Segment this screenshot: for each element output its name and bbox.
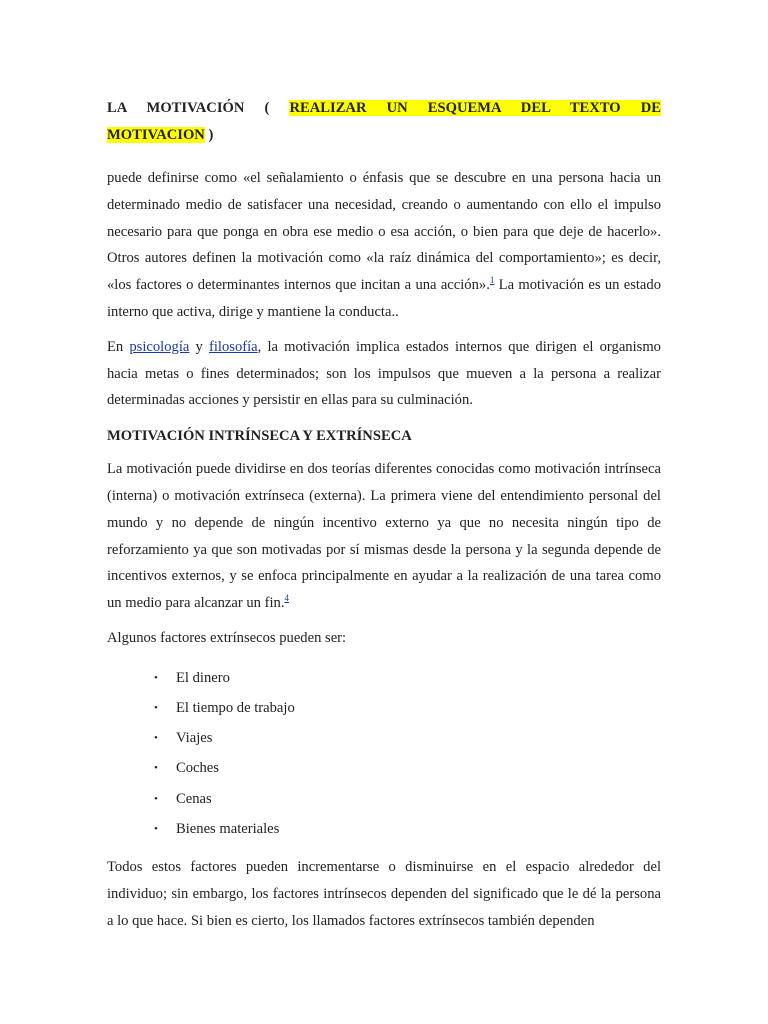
list-item — [107, 784, 661, 814]
title-highlight-line2: MOTIVACION — [107, 127, 205, 143]
bullet-icon: • — [154, 732, 158, 745]
paragraph-psychology-lead: En — [107, 338, 130, 355]
list-item-label: Coches — [176, 760, 219, 777]
list-item-label: Cenas — [176, 790, 212, 807]
list-item — [107, 693, 661, 723]
paragraph-definition-text: puede definirse como «el señalamiento o énfasis que se descubre en una persona hacia un determinado medio de satisfacer una necesidad, creando o aumentando con ello el impulso necesario para que ponga en obra ese medio o esa acción, o bien para que deje de hacerlo». Otros autores definen la motivación como «la raíz dinámica del comportamiento»; es decir, «los factores o determinantes internos que incitan a una acción». — [107, 170, 661, 294]
list-item — [107, 753, 661, 783]
paragraph-definition — [107, 165, 661, 326]
paragraph-psychology — [107, 334, 661, 414]
paragraph-psychology-mid: y — [189, 338, 209, 355]
footnote-ref-4[interactable] — [284, 593, 289, 603]
paragraph-theories — [107, 456, 661, 617]
section-heading: MOTIVACIÓN INTRÍNSECA Y EXTRÍNSECA — [107, 428, 412, 445]
bullet-icon: • — [154, 762, 158, 775]
bullet-icon: • — [154, 792, 158, 805]
list-item-label: Viajes — [176, 730, 213, 747]
paragraph-theories-text: La motivación puede dividirse en dos teorías diferentes conocidas como motivación intrínseca (interna) o motivación extrínseca (externa). La primera viene del entendimiento personal del mundo y no depende de ningún incentivo externo ya que no necesita ningún tipo de reforzamiento ya que son motivadas por sí mismas desde la persona y la segunda depende de incentivos externos, y se enfoca principalmente en ayudar a la realización de una tarea como un medio para alcanzar un fin. — [107, 461, 661, 612]
list-item-label: Bienes materiales — [176, 820, 280, 837]
paragraph-conclusion: Todos estos factores pueden incrementarse o disminuirse en el espacio alrededor del individuo; sin embargo, los factores intrínsecos dependen del significado que le dé la persona a lo que hace. Si bien es cierto, los llamados factores extrínsecos también dependen — [107, 858, 661, 929]
bullet-icon: • — [154, 822, 158, 835]
title-highlight-line1: REALIZAR UN ESQUEMA DEL TEXTO DE — [289, 100, 662, 116]
title-main: LA MOTIVACIÓN — [107, 100, 245, 116]
footnote-link-4[interactable]: 4 — [284, 593, 289, 604]
list-item — [107, 663, 661, 693]
footnote-link-1[interactable]: 1 — [489, 275, 495, 286]
bullet-icon: • — [154, 671, 158, 684]
title-close-paren: ) — [208, 127, 214, 143]
document-title — [107, 95, 661, 149]
paragraph-definition-text-after: La motivación es un estado interno que activa, dirige y mantiene la conducta.. — [107, 277, 662, 320]
factors-list — [107, 663, 661, 844]
list-item-label: El dinero — [176, 669, 230, 686]
link-filosofia[interactable]: filosofía — [209, 338, 258, 355]
bullet-icon: • — [154, 701, 158, 714]
document-body — [107, 95, 661, 934]
list-item — [107, 814, 661, 844]
paragraph-psychology-rest: , la motivación implica estados internos que dirigen el organismo hacia metas o fines determinados; son los impulsos que mueven a la persona a realizar determinadas acciones y persistir en ellas para su culminación. — [107, 338, 661, 409]
paragraph-factors-intro: Algunos factores extrínsecos pueden ser: — [107, 629, 347, 646]
list-item-label: El tiempo de trabajo — [176, 699, 295, 716]
title-open-paren: ( — [264, 100, 270, 116]
list-item — [107, 723, 661, 753]
link-psicologia[interactable]: psicología — [129, 338, 190, 355]
